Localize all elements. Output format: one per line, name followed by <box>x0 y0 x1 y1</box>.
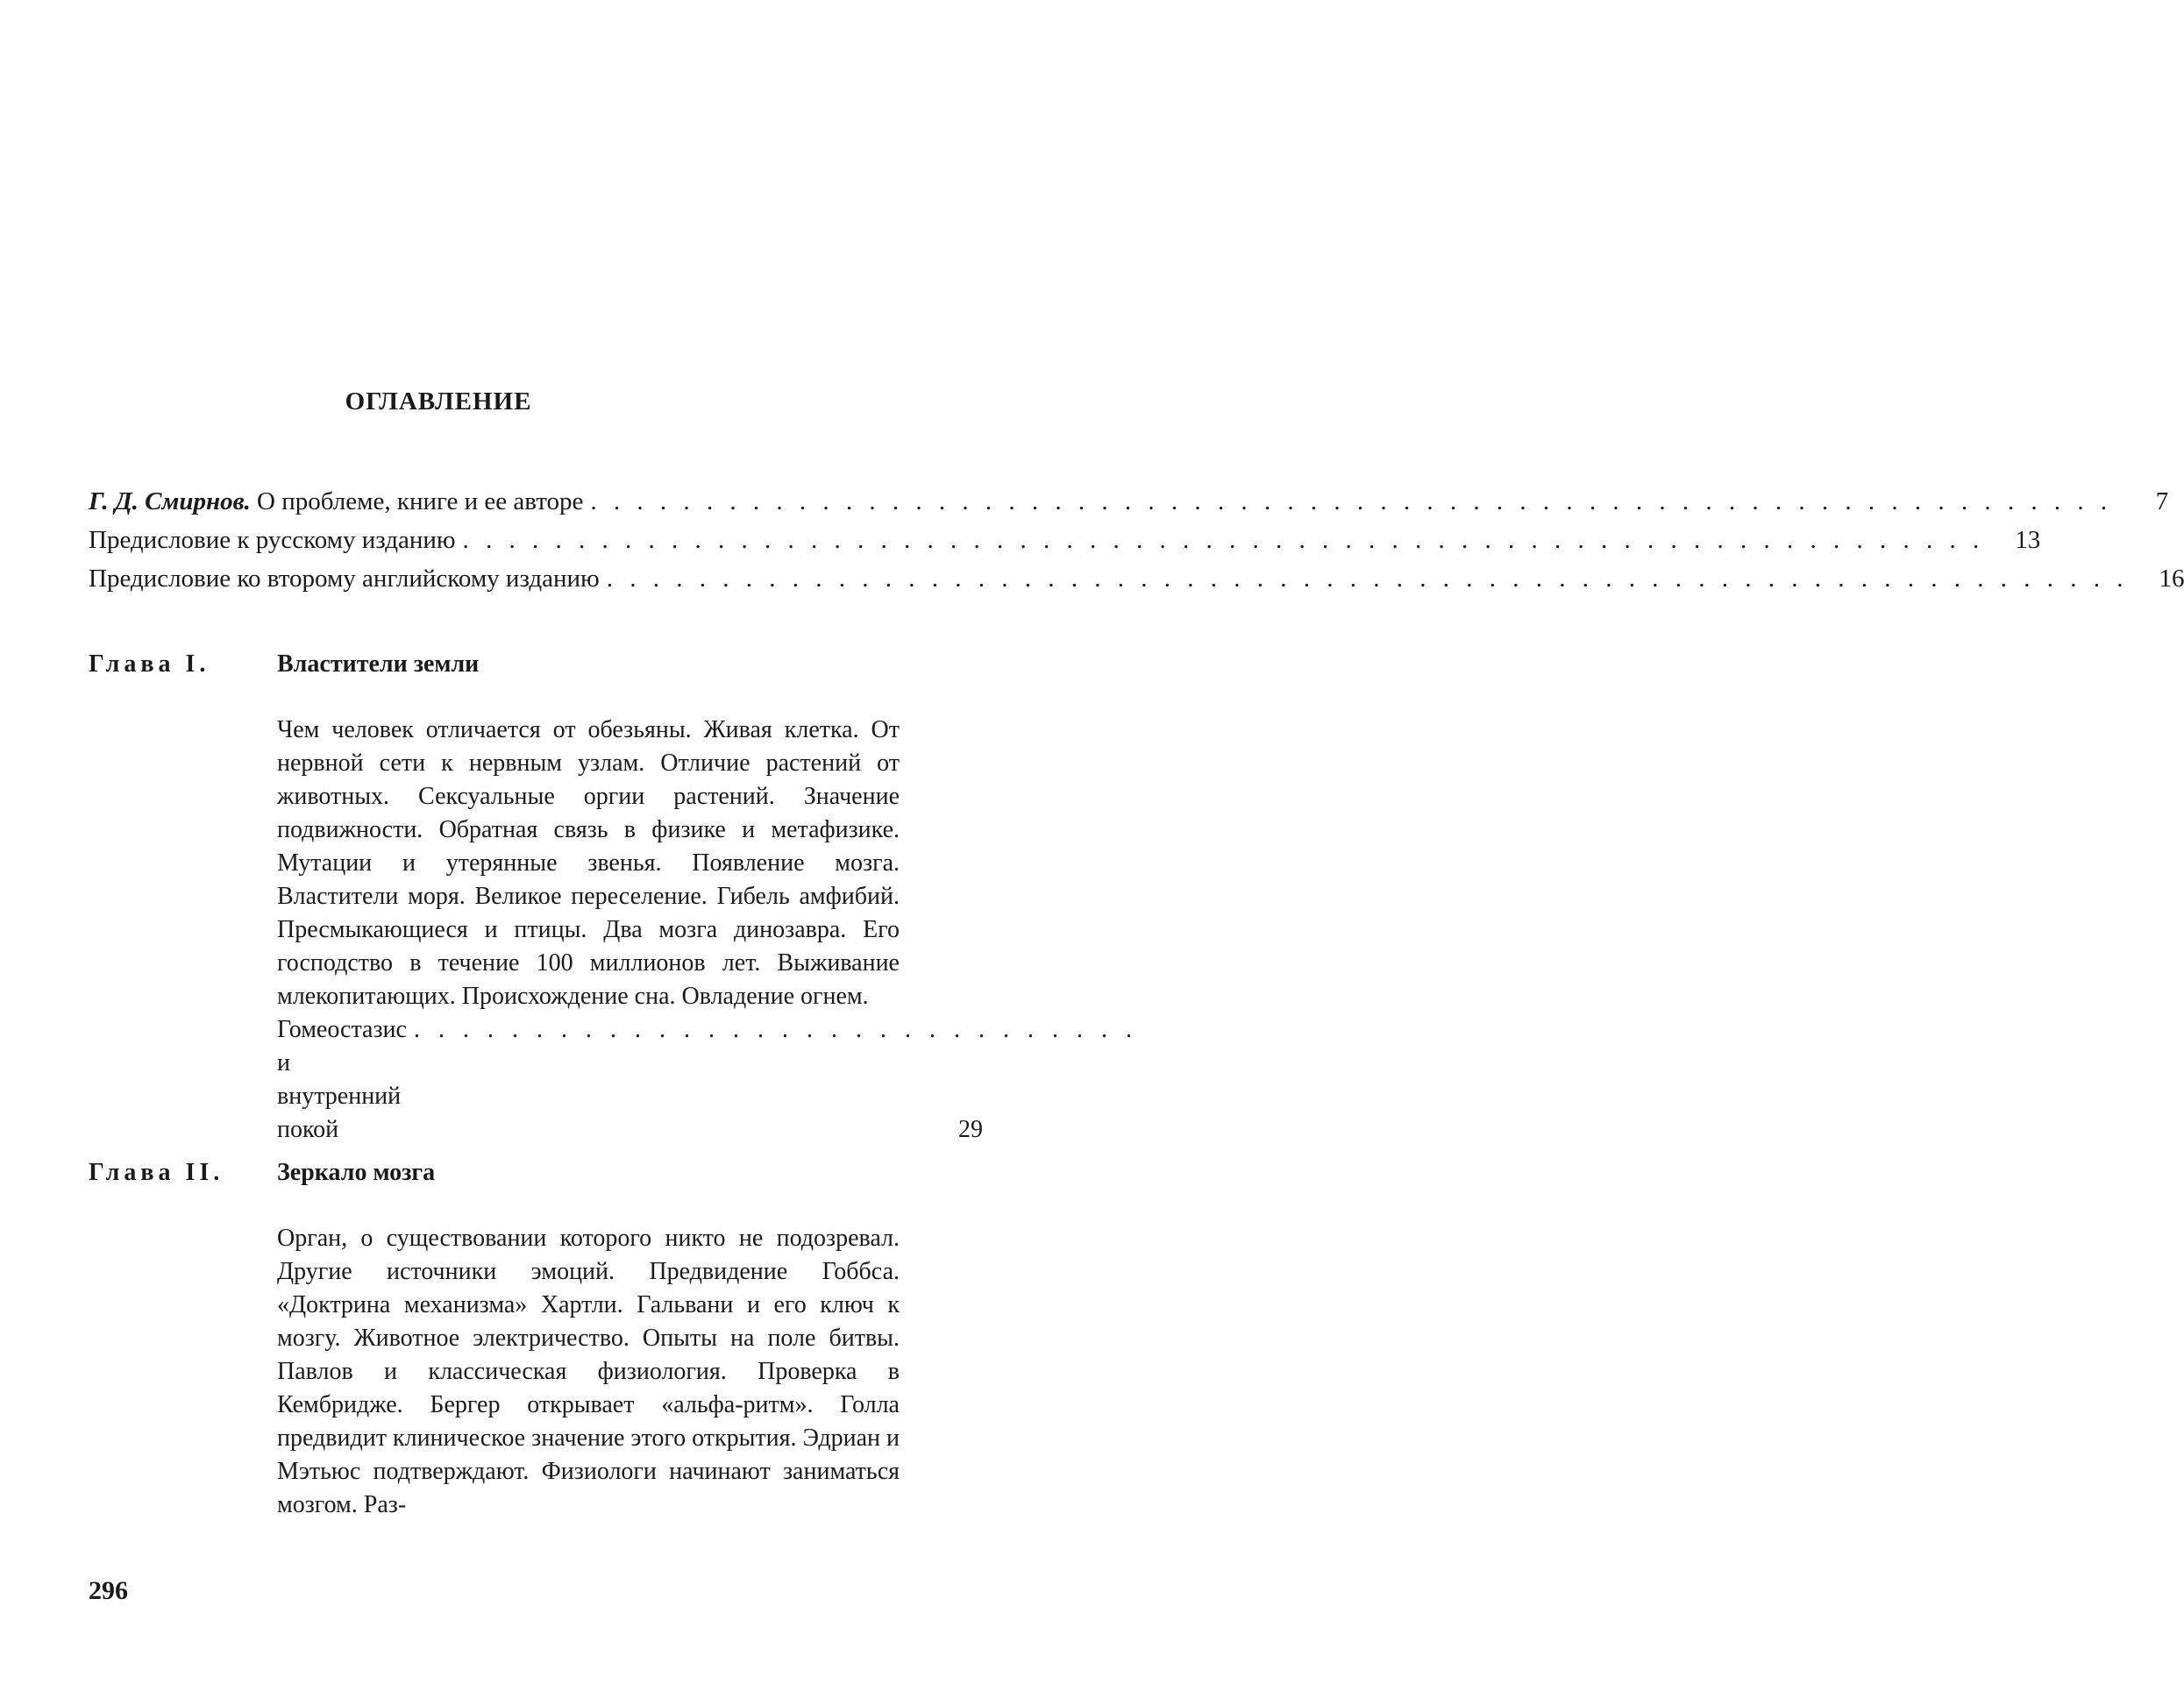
chapter-description: Чем человек отличается от обезьяны. Живая клетка. От нервной сети к нервным узлам. Отличие растений от животных. Сексуальные оргии растений. Значение подвижности. Обратная связь в физике и метафизике. Мутации и утерянные звенья. Появление мозга. Властители моря. Великое переселение. Гибель амфибий. Пресмыкающиеся и птицы. Два мозга динозавра. Его господство в течение 100 миллионов лет. Выживание млекопитающих. Происхождение сна. Овладение огнем. Гомеостазис и внутренний покой . . . <box>277 714 900 1147</box>
dot-leader <box>463 521 1980 559</box>
toc-entry-english-preface[interactable] <box>89 559 983 598</box>
chapter-title: Властители земли <box>277 650 479 679</box>
toc-entry-russian-preface[interactable] <box>89 521 983 559</box>
chapter-title: Зеркало мозга <box>277 1159 435 1187</box>
toc-entry-title: О проблеме, книге и ее авторе <box>257 487 583 515</box>
page-title: ОГЛАВЛЕНИЕ <box>0 387 877 416</box>
chapter-label: Глава I. <box>89 650 277 679</box>
toc-entry-title: Предисловие ко второму английскому изданию <box>89 559 600 598</box>
front-matter-list <box>89 482 983 598</box>
chapter-description-tail: Гомеостазис и внутренний покой <box>277 1013 407 1147</box>
toc-entry-page: 16 <box>2123 559 2184 598</box>
dot-leader <box>607 559 2124 598</box>
chapter-label: Глава II. <box>89 1159 277 1187</box>
chapter-page: 29 <box>900 1113 983 1147</box>
toc-entry-title: Предисловие к русскому изданию <box>89 521 456 559</box>
chapter-2-entry[interactable] <box>89 1159 983 1522</box>
dot-leader <box>414 1013 1132 1047</box>
toc-entry-page: 13 <box>1979 521 2040 559</box>
page-number: 296 <box>89 1576 128 1606</box>
toc-entry-author: Г. Д. Смирнов. <box>89 487 251 515</box>
chapter-1-entry[interactable] <box>89 650 983 1147</box>
dot-leader <box>590 482 2107 521</box>
toc-entry-page: 7 <box>2107 482 2168 521</box>
toc-entry-editor-foreword[interactable] <box>89 482 983 521</box>
chapter-description: Орган, о существовании которого никто не подозревал. Другие источники эмоций. Предвидение Гоббса. «Доктрина механизма» Хартли. Гальвани и его ключ к мозгу. Животное электричество. Опыты на поле битвы. Павлов и классическая физиология. Проверка в Кембридже. Бергер открывает «альфа-ритм». Голла предвидит клиническое значение этого открытия. Эдриан и Мэтьюс подтверждают. Физиологи начинают заниматься мозгом. Раз- <box>277 1222 900 1522</box>
